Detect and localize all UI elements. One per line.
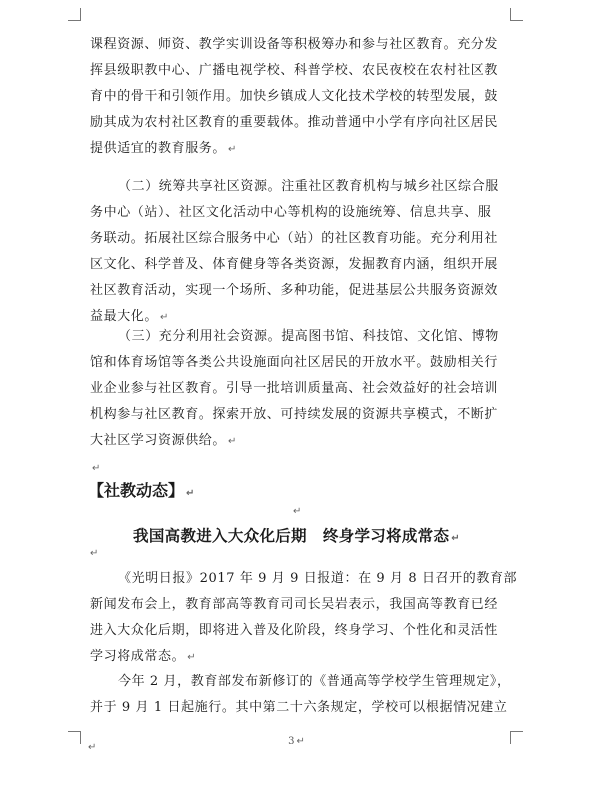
paragraph-news-report bbox=[90, 566, 518, 670]
paragraph-mark-icon: ↵ bbox=[296, 736, 305, 747]
text-line: 务中心（站）、社区文化活动中心等机构的设施统筹、信息共享、服 bbox=[90, 205, 492, 220]
article-title bbox=[0, 524, 593, 546]
paragraph-mark-icon: ↵ bbox=[293, 506, 302, 517]
text-line: 育中的骨干和引领作用。加快乡镇成人文化技术学校的转型发展，鼓 bbox=[90, 89, 499, 104]
paragraph-mark-icon: ↵ bbox=[228, 144, 237, 155]
paragraph-mark-icon: ↵ bbox=[88, 742, 97, 753]
section-label: 【社教动态】 bbox=[88, 481, 185, 500]
paragraph-mark-icon: ↵ bbox=[90, 548, 99, 559]
text-line: 进入大众化后期，即将进入普及化阶段，终身学习、个性化和灵活性 bbox=[90, 623, 499, 638]
paragraph-student-regulations bbox=[90, 669, 511, 721]
text-line: （二）统筹共享社区资源。注重社区教育机构与城乡社区综合服 bbox=[118, 179, 499, 194]
text-line: 学习将成常态。 bbox=[90, 649, 186, 664]
text-line: 《光明日报》2017 年 9 月 9 日报道：在 9 月 8 日召开的教育部 bbox=[118, 571, 518, 586]
paragraph-social-resources bbox=[90, 324, 507, 454]
paragraph-mark-icon: ↵ bbox=[228, 436, 237, 447]
paragraph-community-education-providers bbox=[90, 32, 507, 162]
text-line: 大社区学习资源供给。 bbox=[90, 433, 227, 448]
paragraph-mark-icon: ↵ bbox=[451, 533, 460, 544]
text-line: 社区教育活动，实现一个场所、多种功能，促进基层公共服务资源效 bbox=[90, 283, 499, 298]
text-line: 务联动。拓展社区综合服务中心（站）的社区教育功能。充分利用社 bbox=[90, 231, 499, 246]
text-line: 励其成为农村社区教育的重要载体。推动普通中小学有序向社区居民 bbox=[90, 115, 499, 130]
article-title-part1: 我国高教进入大众化后期 bbox=[133, 527, 307, 545]
paragraph-mark-icon: ↵ bbox=[187, 652, 197, 663]
paragraph-mark-icon: ↵ bbox=[92, 463, 101, 474]
text-line: 并于 9 月 1 日起施行。其中第二十六条规定，学校可以根据情况建立 bbox=[90, 700, 508, 715]
text-line: 挥县级职教中心、广播电视学校、科普学校、农民夜校在农村社区教 bbox=[90, 63, 499, 78]
text-line: 馆和体育场馆等各类公共设施面向社区居民的开放水平。鼓励相关行 bbox=[90, 355, 499, 370]
text-line: 区文化、科学普及、体育健身等各类资源，发掘教育内涵，组织开展 bbox=[90, 257, 499, 272]
page-number: 3 bbox=[288, 736, 295, 747]
crop-mark-top-right bbox=[510, 8, 523, 21]
text-line: 益最大化。 bbox=[90, 309, 159, 324]
text-line: （三）充分利用社会资源。提高图书馆、科技馆、文化馆、博物 bbox=[118, 329, 499, 344]
paragraph-community-resources bbox=[90, 174, 507, 330]
text-line: 机构参与社区教育。探索开放、可持续发展的资源共享模式，不断扩 bbox=[90, 407, 499, 422]
text-line: 课程资源、师资、教学实训设备等积极筹办和参与社区教育。充分发 bbox=[90, 37, 499, 52]
text-line: 今年 2 月，教育部发布新修订的《普通高等学校学生管理规定》， bbox=[118, 674, 511, 689]
text-line: 业企业参与社区教育。引导一批培训质量高、社会效益好的社会培训 bbox=[90, 381, 499, 396]
text-line: 新闻发布会上，教育部高等教育司司长吴岩表示，我国高等教育已经 bbox=[90, 597, 499, 612]
article-title-part2: 终身学习将成常态 bbox=[322, 527, 450, 545]
crop-mark-top-left bbox=[68, 8, 81, 21]
paragraph-mark-icon: ↵ bbox=[186, 488, 195, 499]
paragraph-mark-icon: ↵ bbox=[160, 312, 169, 323]
text-line: 提供适宜的教育服务。 bbox=[90, 141, 227, 156]
